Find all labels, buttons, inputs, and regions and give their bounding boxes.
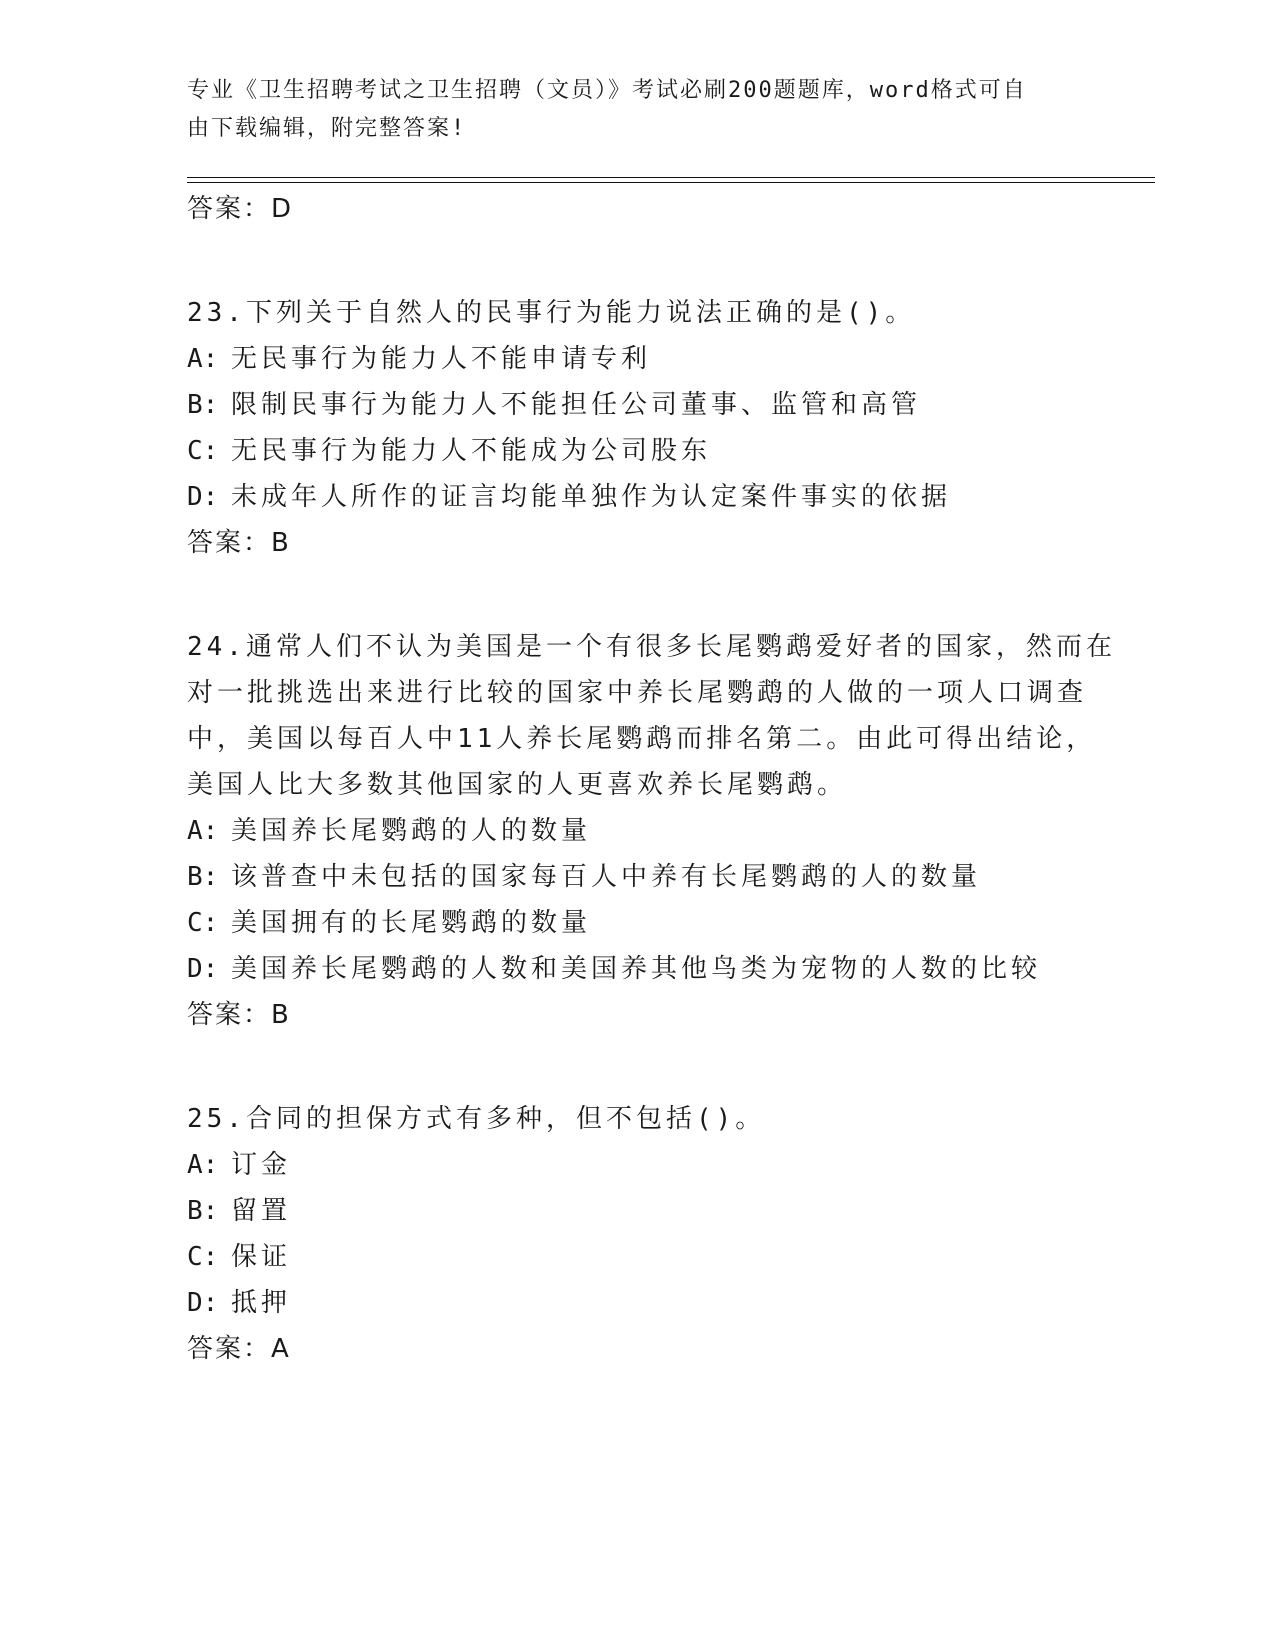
option-text: 留置	[231, 1196, 292, 1226]
answer-value: D	[271, 194, 293, 224]
option-key: C:	[187, 1242, 219, 1272]
option-text: 美国养长尾鹦鹉的人的数量	[231, 816, 592, 846]
document-header	[187, 72, 1087, 148]
answer-value: B	[271, 528, 290, 558]
answer-label: 答案：	[187, 1000, 272, 1030]
question-24	[187, 624, 1116, 1038]
question-list	[187, 186, 1116, 1372]
option-text: 订金	[231, 1150, 292, 1180]
option-d	[187, 474, 1087, 520]
header-rule-bottom	[187, 182, 1155, 183]
header-line-2: 由下载编辑，附完整答案!	[187, 116, 467, 141]
option-text: 保证	[231, 1242, 292, 1272]
answer	[187, 1326, 1087, 1372]
question-23	[187, 290, 1087, 566]
option-key: D:	[187, 482, 219, 512]
option-c	[187, 428, 1087, 474]
header-rule-top	[187, 177, 1155, 178]
option-text: 无民事行为能力人不能申请专利	[231, 344, 652, 374]
question-stem: 23.下列关于自然人的民事行为能力说法正确的是()。	[187, 298, 916, 328]
answer-value: B	[271, 1000, 290, 1030]
option-a	[187, 1142, 1087, 1188]
option-key: D:	[187, 954, 219, 984]
option-text: 美国养长尾鹦鹉的人数和美国养其他鸟类为宠物的人数的比较	[231, 954, 1042, 984]
question-stem-line: 24.通常人们不认为美国是一个有很多长尾鹦鹉爱好者的国家，然而在	[187, 632, 1116, 662]
previous-answer	[187, 186, 1087, 232]
option-a	[187, 808, 1087, 854]
option-key: B:	[187, 1196, 219, 1226]
option-text: 限制民事行为能力人不能担任公司董事、监管和高管	[231, 390, 922, 420]
option-b	[187, 382, 1087, 428]
option-text: 无民事行为能力人不能成为公司股东	[231, 436, 712, 466]
option-key: B:	[187, 862, 219, 892]
option-text: 美国拥有的长尾鹦鹉的数量	[231, 908, 592, 938]
option-b	[187, 854, 1087, 900]
answer-label: 答案：	[187, 528, 272, 558]
option-key: A:	[187, 1150, 219, 1180]
option-key: A:	[187, 816, 219, 846]
option-a	[187, 336, 1087, 382]
option-key: C:	[187, 908, 219, 938]
answer	[187, 992, 1087, 1038]
question-stem: 25.合同的担保方式有多种，但不包括()。	[187, 1104, 766, 1134]
option-c	[187, 1234, 1087, 1280]
option-text: 抵押	[231, 1288, 292, 1318]
question-stem-line: 美国人比大多数其他国家的人更喜欢养长尾鹦鹉。	[187, 770, 848, 800]
option-key: B:	[187, 390, 219, 420]
answer-label: 答案：	[187, 194, 272, 224]
option-d	[187, 1280, 1087, 1326]
option-key: A:	[187, 344, 219, 374]
option-text: 未成年人所作的证言均能单独作为认定案件事实的依据	[231, 482, 952, 512]
header-line-1: 专业《卫生招聘考试之卫生招聘（文员）》考试必刷200题题库，word格式可自	[187, 78, 1027, 103]
answer-value: A	[271, 1334, 290, 1364]
option-c	[187, 900, 1087, 946]
option-key: D:	[187, 1288, 219, 1318]
answer-label: 答案：	[187, 1334, 272, 1364]
option-b	[187, 1188, 1087, 1234]
question-25	[187, 1096, 1087, 1372]
answer	[187, 520, 1087, 566]
option-text: 该普查中未包括的国家每百人中养有长尾鹦鹉的人的数量	[231, 862, 982, 892]
option-d	[187, 946, 1087, 992]
option-key: C:	[187, 436, 219, 466]
question-stem-line: 中，美国以每百人中11人养长尾鹦鹉而排名第二。由此可得出结论，	[187, 724, 1097, 754]
question-stem-line: 对一批挑选出来进行比较的国家中养长尾鹦鹉的人做的一项人口调查	[187, 678, 1088, 708]
